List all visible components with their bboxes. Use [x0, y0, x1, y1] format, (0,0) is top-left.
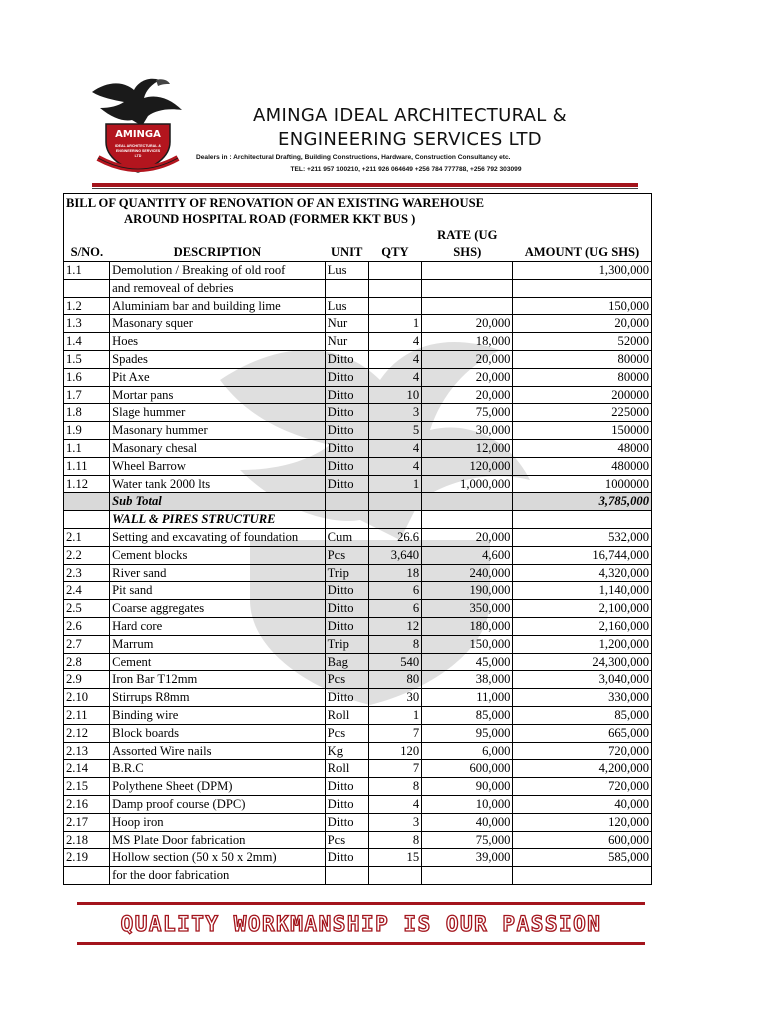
row-description: Hoes [110, 333, 325, 351]
row-rate: 4,600 [422, 546, 513, 564]
table-row [64, 333, 652, 351]
row-description: Block boards [110, 724, 325, 742]
row-amount: 665,000 [513, 724, 652, 742]
row-amount: 4,320,000 [513, 564, 652, 582]
row-rate: 45,000 [422, 653, 513, 671]
row-unit: Nur [325, 333, 368, 351]
row-amount: 1000000 [513, 475, 652, 493]
table-row [64, 617, 652, 635]
row-unit: Lus [325, 297, 368, 315]
row-sno: 2.6 [64, 617, 110, 635]
row-description: MS Plate Door fabrication [110, 831, 325, 849]
section-title: WALL & PIRES STRUCTURE [110, 511, 325, 529]
row-unit: Cum [325, 528, 368, 546]
row-sno: 1.3 [64, 315, 110, 333]
row-amount: 200000 [513, 386, 652, 404]
row-sno: 2.15 [64, 778, 110, 796]
column-header-sno: S/NO. [64, 227, 110, 262]
row-unit: Pcs [325, 724, 368, 742]
row-unit: Ditto [325, 778, 368, 796]
row-qty [368, 279, 421, 297]
footer-divider-top [77, 902, 645, 905]
row-unit: Ditto [325, 795, 368, 813]
table-row [64, 564, 652, 582]
row-amount: 4,200,000 [513, 760, 652, 778]
section-blank [64, 511, 110, 529]
row-amount: 3,040,000 [513, 671, 652, 689]
row-rate: 1,000,000 [422, 475, 513, 493]
table-title-row [64, 194, 652, 228]
header-divider-red [92, 183, 638, 187]
row-sno: 2.17 [64, 813, 110, 831]
row-description: Polythene Sheet (DPM) [110, 778, 325, 796]
row-rate [422, 262, 513, 280]
row-unit: Roll [325, 706, 368, 724]
row-unit: Pcs [325, 831, 368, 849]
row-unit: Ditto [325, 386, 368, 404]
row-description: River sand [110, 564, 325, 582]
column-header-rate: RATE (UG SHS) [422, 227, 513, 262]
table-row [64, 350, 652, 368]
table-row [64, 297, 652, 315]
row-unit: Ditto [325, 617, 368, 635]
column-header-unit: UNIT [325, 227, 368, 262]
table-row [64, 262, 652, 280]
row-amount: 585,000 [513, 849, 652, 867]
row-qty: 4 [368, 457, 421, 475]
bill-of-quantity-table [63, 193, 652, 885]
row-amount: 80000 [513, 350, 652, 368]
row-rate: 20,000 [422, 315, 513, 333]
row-rate: 10,000 [422, 795, 513, 813]
row-description: Assorted Wire nails [110, 742, 325, 760]
row-sno: 2.3 [64, 564, 110, 582]
row-sno [64, 867, 110, 885]
row-rate [422, 297, 513, 315]
table-row [64, 386, 652, 404]
table-row [64, 724, 652, 742]
row-unit: Pcs [325, 546, 368, 564]
table-row [64, 689, 652, 707]
row-amount: 720,000 [513, 742, 652, 760]
row-description: Damp proof course (DPC) [110, 795, 325, 813]
table-row [64, 706, 652, 724]
row-description: Masonary squer [110, 315, 325, 333]
row-sno: 2.13 [64, 742, 110, 760]
row-description: B.R.C [110, 760, 325, 778]
row-sno: 2.18 [64, 831, 110, 849]
row-qty: 7 [368, 724, 421, 742]
row-amount: 2,100,000 [513, 600, 652, 618]
row-amount: 16,744,000 [513, 546, 652, 564]
row-qty: 10 [368, 386, 421, 404]
row-rate: 75,000 [422, 831, 513, 849]
row-unit: Ditto [325, 849, 368, 867]
row-description: Stirrups R8mm [110, 689, 325, 707]
table-row [64, 849, 652, 867]
row-sno: 1.6 [64, 368, 110, 386]
row-rate: 39,000 [422, 849, 513, 867]
row-unit: Nur [325, 315, 368, 333]
table-row [64, 457, 652, 475]
row-amount: 52000 [513, 333, 652, 351]
row-description: Wheel Barrow [110, 457, 325, 475]
row-description: Coarse aggregates [110, 600, 325, 618]
row-unit: Ditto [325, 350, 368, 368]
table-row [64, 404, 652, 422]
row-rate: 600,000 [422, 760, 513, 778]
table-title-line2: AROUND HOSPITAL ROAD (FORMER KKT BUS ) [124, 211, 416, 226]
row-description: Pit sand [110, 582, 325, 600]
row-rate: 95,000 [422, 724, 513, 742]
row-unit: Ditto [325, 422, 368, 440]
row-unit: Ditto [325, 457, 368, 475]
row-rate: 75,000 [422, 404, 513, 422]
row-rate: 120,000 [422, 457, 513, 475]
row-unit [325, 867, 368, 885]
row-rate: 350,000 [422, 600, 513, 618]
svg-text:AMINGA: AMINGA [115, 129, 161, 140]
svg-text:LTD: LTD [134, 154, 142, 158]
row-amount: 600,000 [513, 831, 652, 849]
row-qty: 1 [368, 706, 421, 724]
table-row [64, 279, 652, 297]
column-header-description: DESCRIPTION [110, 227, 325, 262]
row-description: Aluminiam bar and building lime [110, 297, 325, 315]
row-rate: 20,000 [422, 368, 513, 386]
row-sno: 1.12 [64, 475, 110, 493]
eagle-icon [92, 79, 182, 126]
row-sno: 1.2 [64, 297, 110, 315]
row-amount: 480000 [513, 457, 652, 475]
table-row [64, 867, 652, 885]
row-description: Demolution / Breaking of old roof [110, 262, 325, 280]
table-row [64, 582, 652, 600]
column-header-amount: AMOUNT (UG SHS) [513, 227, 652, 262]
row-qty: 15 [368, 849, 421, 867]
row-description: Masonary hummer [110, 422, 325, 440]
subtotal-label: Sub Total [110, 493, 325, 511]
row-unit: Bag [325, 653, 368, 671]
row-rate: 11,000 [422, 689, 513, 707]
row-qty: 4 [368, 795, 421, 813]
row-amount: 330,000 [513, 689, 652, 707]
row-rate: 20,000 [422, 528, 513, 546]
row-amount: 1,140,000 [513, 582, 652, 600]
row-rate [422, 867, 513, 885]
row-unit: Ditto [325, 600, 368, 618]
row-amount: 225000 [513, 404, 652, 422]
row-unit: Ditto [325, 404, 368, 422]
row-qty: 26.6 [368, 528, 421, 546]
row-description: Setting and excavating of foundation [110, 528, 325, 546]
row-rate: 18,000 [422, 333, 513, 351]
row-unit: Ditto [325, 689, 368, 707]
table-row [64, 653, 652, 671]
row-description: and removeal of debries [110, 279, 325, 297]
row-amount: 150,000 [513, 297, 652, 315]
row-unit: Pcs [325, 671, 368, 689]
row-sno: 2.7 [64, 635, 110, 653]
row-qty [368, 262, 421, 280]
row-sno: 1.1 [64, 262, 110, 280]
row-amount: 80000 [513, 368, 652, 386]
section-blank [513, 511, 652, 529]
row-unit [325, 279, 368, 297]
row-description: Hollow section (50 x 50 x 2mm) [110, 849, 325, 867]
company-logo [86, 72, 190, 184]
table-row [64, 422, 652, 440]
row-qty [368, 297, 421, 315]
table-row [64, 546, 652, 564]
row-rate: 38,000 [422, 671, 513, 689]
row-qty: 6 [368, 600, 421, 618]
row-sno: 2.5 [64, 600, 110, 618]
footer-slogan: QUALITY WORKMANSHIP IS OUR PASSION [120, 912, 602, 936]
subtotal-row [64, 493, 652, 511]
row-qty: 12 [368, 617, 421, 635]
row-sno: 2.12 [64, 724, 110, 742]
row-sno: 2.8 [64, 653, 110, 671]
row-sno: 2.4 [64, 582, 110, 600]
row-qty: 3 [368, 813, 421, 831]
section-blank [368, 511, 421, 529]
row-amount: 2,160,000 [513, 617, 652, 635]
table-title-line1: BILL OF QUANTITY OF RENOVATION OF AN EXISTING WAREHOUSE [66, 195, 485, 210]
row-qty: 4 [368, 333, 421, 351]
row-qty: 5 [368, 422, 421, 440]
section-title-row [64, 511, 652, 529]
row-qty: 1 [368, 315, 421, 333]
row-description: Spades [110, 350, 325, 368]
row-amount: 150000 [513, 422, 652, 440]
section-blank [325, 511, 368, 529]
row-qty: 80 [368, 671, 421, 689]
row-unit: Ditto [325, 475, 368, 493]
row-qty: 30 [368, 689, 421, 707]
row-unit: Trip [325, 564, 368, 582]
company-name: AMINGA IDEAL ARCHITECTURAL & ENGINEERING SERVICES LTD [253, 105, 567, 150]
row-amount: 720,000 [513, 778, 652, 796]
row-qty: 18 [368, 564, 421, 582]
table-row [64, 813, 652, 831]
row-amount: 1,300,000 [513, 262, 652, 280]
svg-text:ENGINEERING SERVICES: ENGINEERING SERVICES [115, 149, 161, 153]
row-amount: 532,000 [513, 528, 652, 546]
row-sno: 1.7 [64, 386, 110, 404]
row-sno: 2.10 [64, 689, 110, 707]
dealers-line: Dealers in : Architectural Drafting, Building Constructions, Hardware, Construction Consultancy etc. [196, 154, 511, 161]
row-description: Hard core [110, 617, 325, 635]
footer-divider-bottom [77, 942, 645, 945]
table-row [64, 760, 652, 778]
row-description: Binding wire [110, 706, 325, 724]
row-rate: 12,000 [422, 439, 513, 457]
table-row [64, 831, 652, 849]
row-rate: 190,000 [422, 582, 513, 600]
row-rate: 6,000 [422, 742, 513, 760]
row-amount [513, 867, 652, 885]
row-unit: Kg [325, 742, 368, 760]
row-qty: 3,640 [368, 546, 421, 564]
row-sno [64, 279, 110, 297]
table-row [64, 778, 652, 796]
row-rate: 90,000 [422, 778, 513, 796]
row-rate: 85,000 [422, 706, 513, 724]
row-description: Masonary chesal [110, 439, 325, 457]
row-unit: Trip [325, 635, 368, 653]
row-sno: 1.8 [64, 404, 110, 422]
row-qty: 4 [368, 439, 421, 457]
svg-text:IDEAL ARCHITECTURAL &: IDEAL ARCHITECTURAL & [115, 144, 161, 148]
row-rate: 150,000 [422, 635, 513, 653]
row-amount [513, 279, 652, 297]
row-unit: Ditto [325, 439, 368, 457]
row-description: Cement [110, 653, 325, 671]
row-sno: 2.9 [64, 671, 110, 689]
row-rate: 30,000 [422, 422, 513, 440]
row-qty: 1 [368, 475, 421, 493]
subtotal-blank [368, 493, 421, 511]
row-qty: 540 [368, 653, 421, 671]
row-amount: 120,000 [513, 813, 652, 831]
row-sno: 1.11 [64, 457, 110, 475]
subtotal-blank [64, 493, 110, 511]
row-qty: 8 [368, 778, 421, 796]
row-amount: 48000 [513, 439, 652, 457]
row-rate: 40,000 [422, 813, 513, 831]
row-qty: 6 [368, 582, 421, 600]
row-description: Marrum [110, 635, 325, 653]
row-amount: 20,000 [513, 315, 652, 333]
row-description: Mortar pans [110, 386, 325, 404]
row-sno: 1.5 [64, 350, 110, 368]
table-row [64, 439, 652, 457]
table-row [64, 635, 652, 653]
table-row [64, 600, 652, 618]
row-qty: 8 [368, 635, 421, 653]
row-amount: 24,300,000 [513, 653, 652, 671]
row-rate: 20,000 [422, 386, 513, 404]
row-amount: 1,200,000 [513, 635, 652, 653]
row-unit: Ditto [325, 582, 368, 600]
subtotal-blank [325, 493, 368, 511]
telephone-line: TEL: +211 957 100210, +211 926 064649 +256 784 777788, +256 792 303099 [290, 166, 522, 173]
row-description: for the door fabrication [110, 867, 325, 885]
table-row [64, 475, 652, 493]
table-row [64, 368, 652, 386]
table-row [64, 315, 652, 333]
row-description: Slage hummer [110, 404, 325, 422]
row-rate [422, 279, 513, 297]
row-amount: 85,000 [513, 706, 652, 724]
row-sno: 2.11 [64, 706, 110, 724]
table-row [64, 528, 652, 546]
row-description: Iron Bar T12mm [110, 671, 325, 689]
row-unit: Ditto [325, 368, 368, 386]
row-rate: 180,000 [422, 617, 513, 635]
row-amount: 40,000 [513, 795, 652, 813]
row-sno: 1.1 [64, 439, 110, 457]
row-sno: 2.19 [64, 849, 110, 867]
row-unit: Roll [325, 760, 368, 778]
header-divider-dark [92, 188, 638, 189]
row-qty [368, 867, 421, 885]
table-header-row [64, 227, 652, 262]
subtotal-amount: 3,785,000 [513, 493, 652, 511]
row-rate: 20,000 [422, 350, 513, 368]
row-sno: 2.2 [64, 546, 110, 564]
table-row [64, 671, 652, 689]
row-unit: Ditto [325, 813, 368, 831]
row-description: Pit Axe [110, 368, 325, 386]
table-row [64, 795, 652, 813]
row-sno: 1.9 [64, 422, 110, 440]
row-description: Cement blocks [110, 546, 325, 564]
row-sno: 2.1 [64, 528, 110, 546]
row-qty: 4 [368, 350, 421, 368]
row-description: Hoop iron [110, 813, 325, 831]
table-row [64, 742, 652, 760]
row-qty: 3 [368, 404, 421, 422]
row-unit: Lus [325, 262, 368, 280]
column-header-qty: QTY [368, 227, 421, 262]
row-sno: 2.14 [64, 760, 110, 778]
row-qty: 7 [368, 760, 421, 778]
row-sno: 2.16 [64, 795, 110, 813]
row-description: Water tank 2000 lts [110, 475, 325, 493]
row-qty: 120 [368, 742, 421, 760]
row-sno: 1.4 [64, 333, 110, 351]
row-rate: 240,000 [422, 564, 513, 582]
row-qty: 8 [368, 831, 421, 849]
section-blank [422, 511, 513, 529]
subtotal-blank [422, 493, 513, 511]
row-qty: 4 [368, 368, 421, 386]
